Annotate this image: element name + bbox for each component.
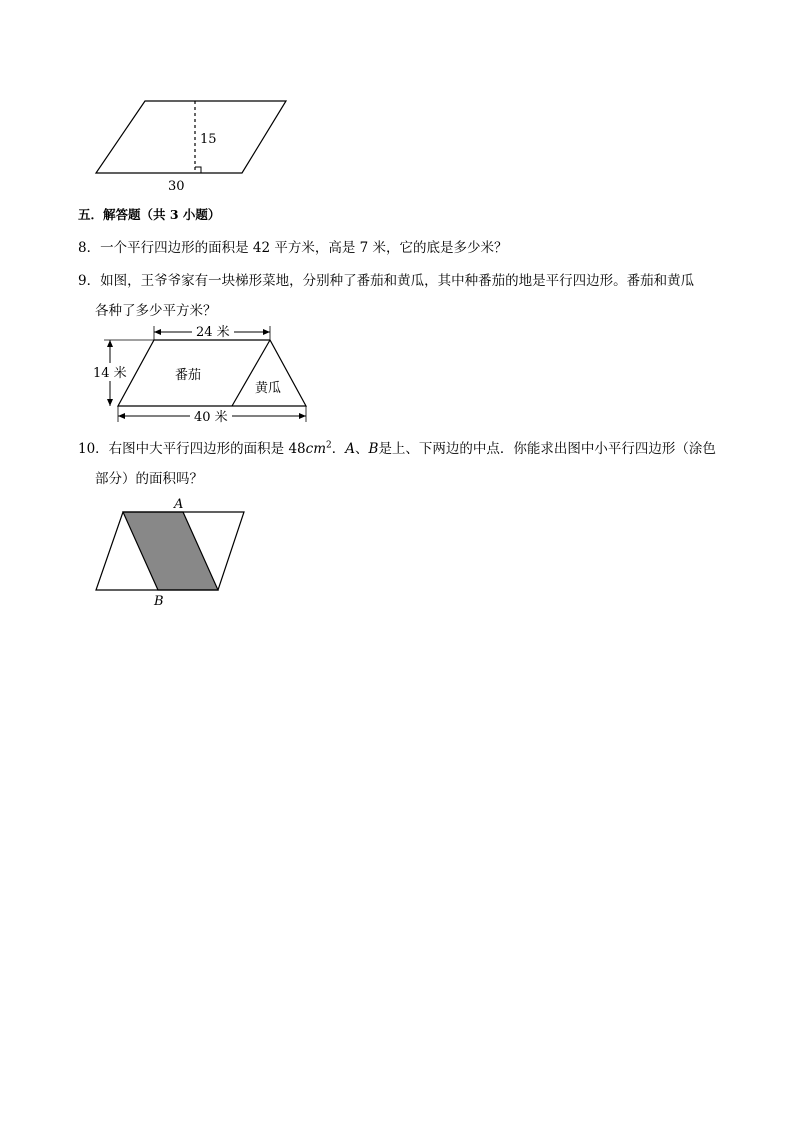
q10-unit: cm (305, 441, 327, 457)
q10-suffix: 是上、下两边的中点．你能求出图中小平行四边形（涂色 (378, 441, 716, 457)
point-b-label: B (154, 594, 164, 609)
shaded-small-parallelogram (123, 512, 218, 590)
parallelogram-figure-1 (90, 95, 300, 195)
question-9-line-2: 各种了多少平方米？ (95, 303, 217, 319)
q10-point-a: A (345, 441, 356, 457)
height-dimension-label: 14 米 (93, 366, 127, 381)
height-arrow-top (107, 340, 113, 347)
q10-prefix: 10．右图中大平行四边形的面积是 48 (78, 441, 306, 457)
tomato-region-label: 番茄 (175, 368, 202, 383)
top-dimension-arrow-left (154, 329, 161, 335)
point-a-label: A (174, 497, 184, 512)
bottom-arrow-left (118, 413, 125, 419)
right-angle-mark (195, 167, 201, 173)
q10-point-b: B (368, 441, 379, 457)
height-arrow-bottom (107, 399, 113, 406)
bottom-arrow-right (299, 413, 306, 419)
q10-sep1: ． (331, 441, 346, 457)
cucumber-region-label: 黄瓜 (255, 381, 282, 396)
question-8: 8．一个平行四边形的面积是 42 平方米，高是 7 米，它的底是多少米？ (78, 240, 508, 256)
top-dimension-label: 24 米 (196, 325, 230, 340)
divider-line (232, 340, 270, 406)
trapezoid-garden-figure (88, 320, 318, 430)
question-10-line-2: 部分）的面积吗？ (95, 471, 203, 487)
q10-unit-exponent: 2 (326, 440, 332, 451)
height-label: 15 (200, 132, 217, 147)
section-heading: 五．解答题（共 3 小题） (78, 207, 221, 222)
q10-sep2: 、 (355, 441, 369, 457)
bottom-dimension-label: 40 米 (194, 410, 228, 425)
shaded-parallelogram-figure (88, 495, 253, 610)
trapezoid-outline (118, 340, 306, 406)
question-9-line-1: 9．如图，王爷爷家有一块梯形菜地，分别种了番茄和黄瓜，其中种番茄的地是平行四边形。番茄和黄瓜 (78, 273, 695, 289)
top-dimension-arrow-right (263, 329, 270, 335)
base-label: 30 (168, 179, 185, 194)
parallelogram-outline (96, 101, 286, 173)
question-10-line-1 (78, 437, 716, 457)
